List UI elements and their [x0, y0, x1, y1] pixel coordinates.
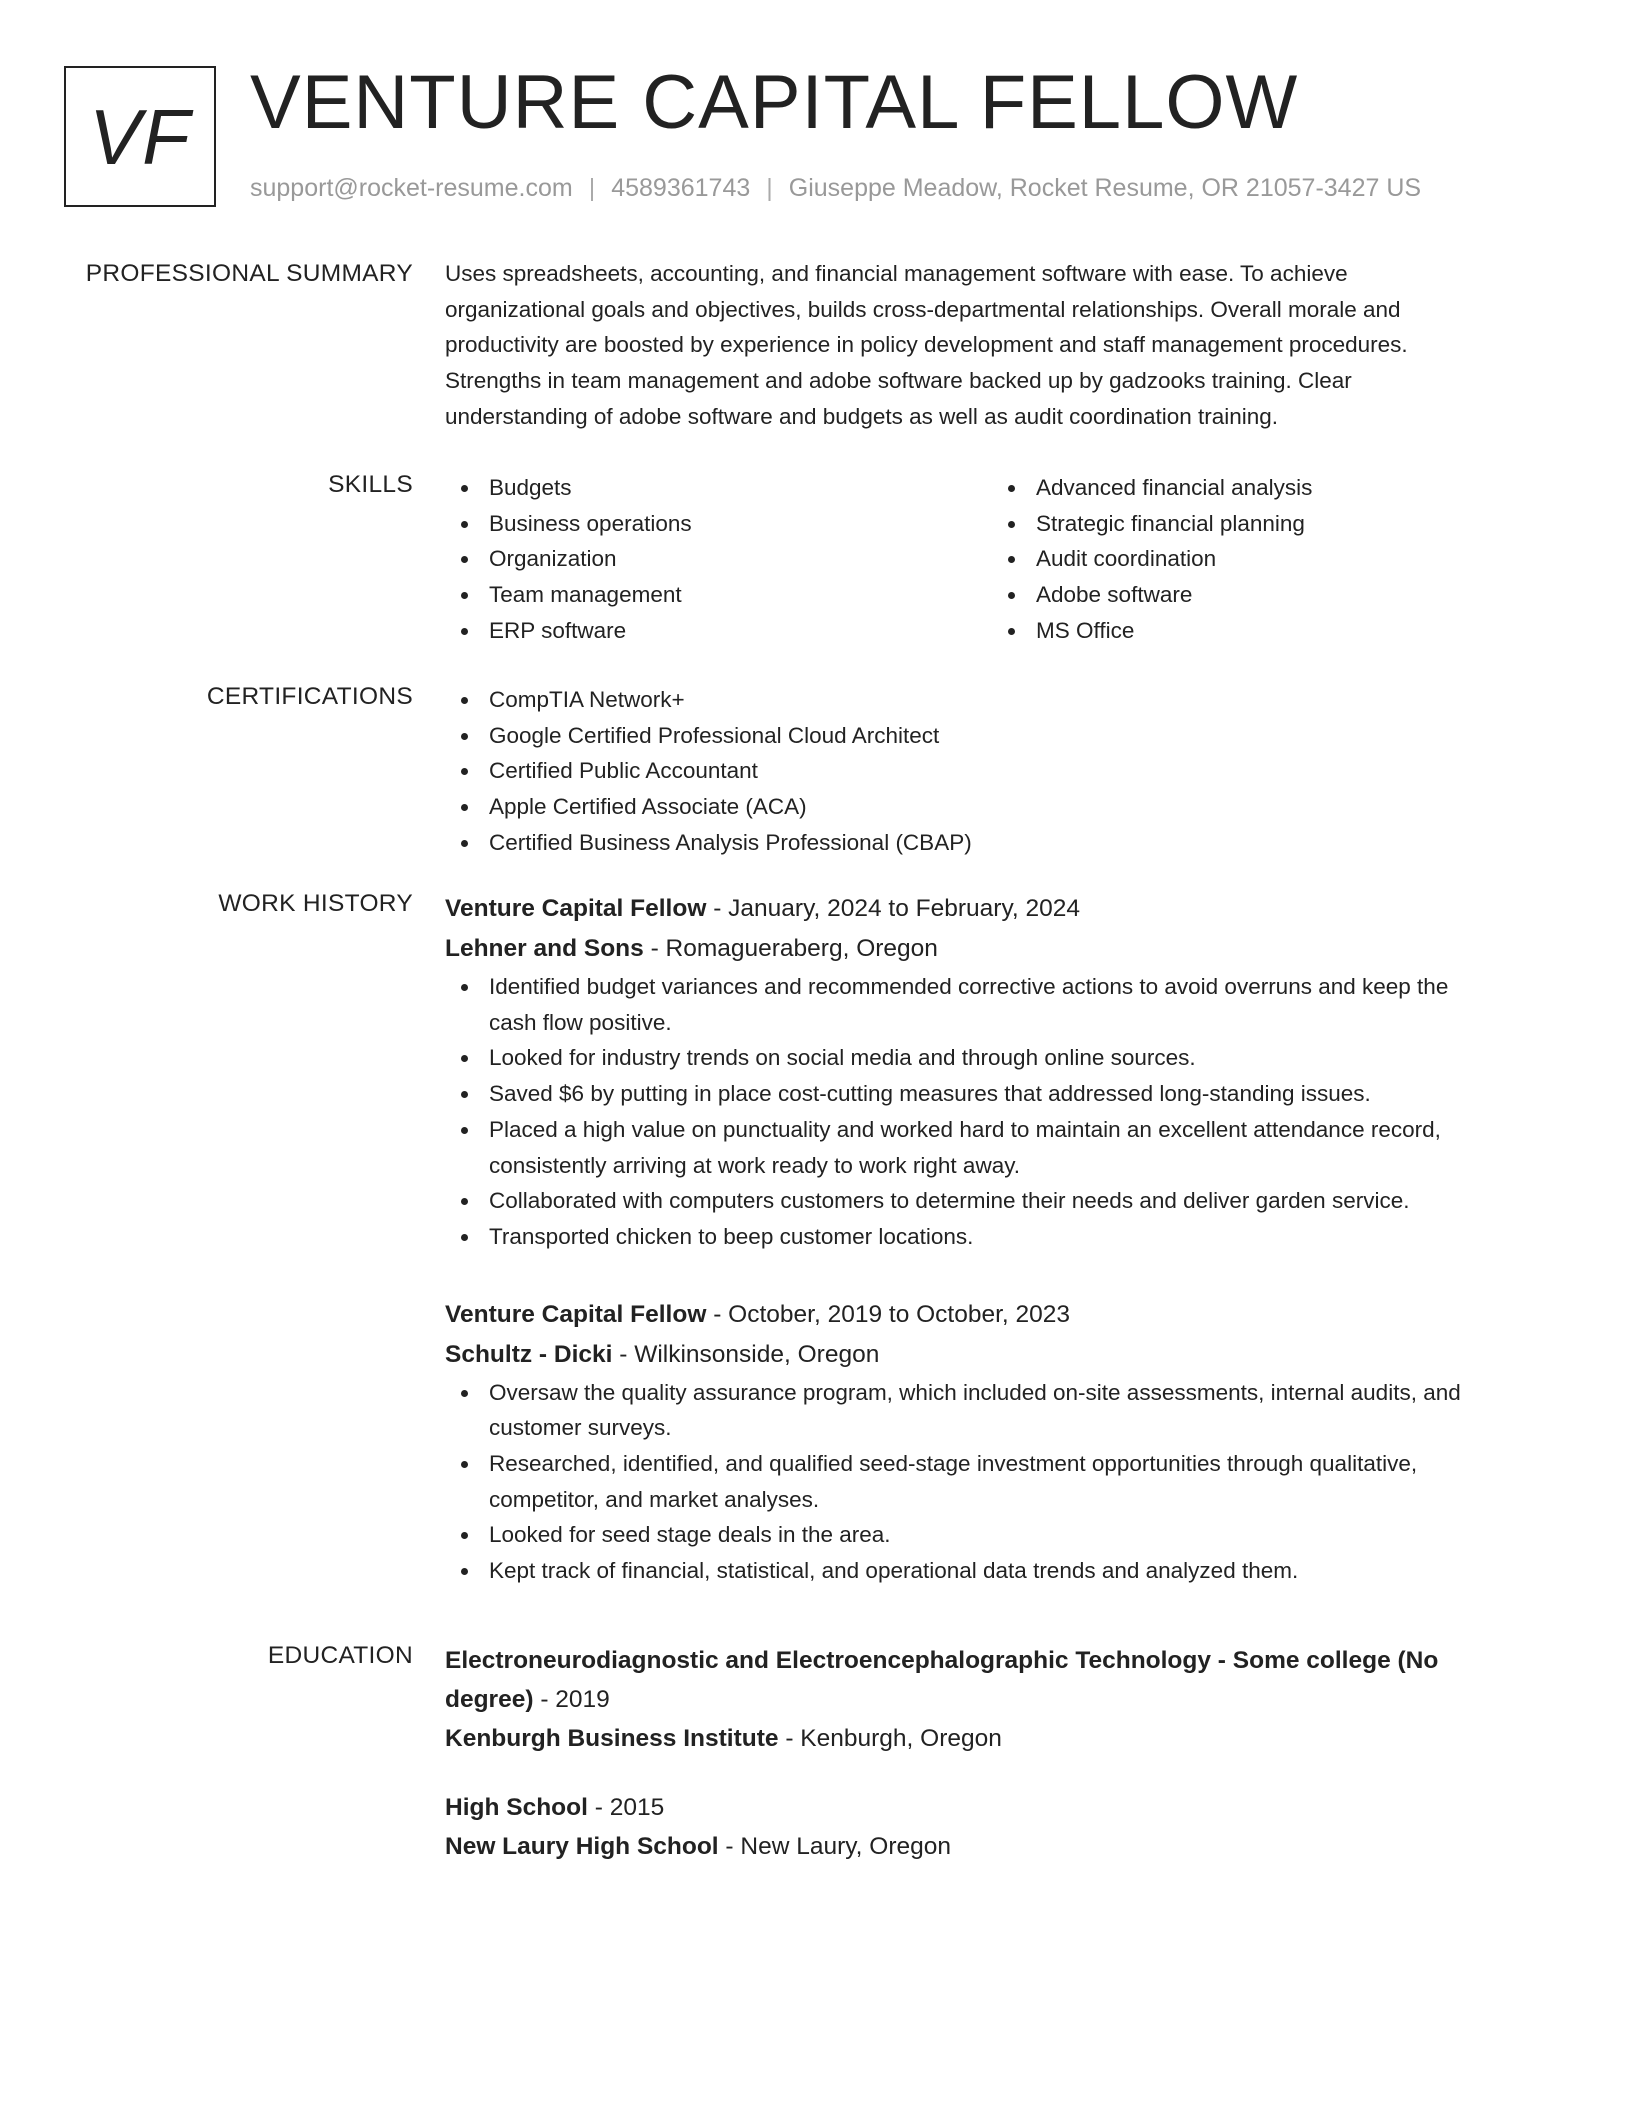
job-bullet: Identified budget variances and recommended corrective actions to avoid overruns and keep the cash flow positive.	[445, 969, 1560, 1040]
education-school-line	[445, 1827, 1560, 1866]
certification-item: Certified Public Accountant	[445, 753, 1560, 789]
job-location: - Wilkinsonside, Oregon	[612, 1340, 880, 1368]
education-entry	[445, 1641, 1560, 1758]
job-entry	[445, 889, 1560, 1255]
contact-phone: 4589361743	[611, 174, 751, 202]
job-bullets	[445, 969, 1560, 1255]
contact-line	[250, 173, 1421, 203]
job-company-line	[445, 1335, 1560, 1375]
section-label-certifications: CERTIFICATIONS	[206, 683, 413, 710]
skill-item: Strategic financial planning	[992, 506, 1539, 542]
job-title: Venture Capital Fellow	[445, 895, 707, 922]
section-label-skills: SKILLS	[328, 471, 413, 498]
summary-line: understanding of adobe software and budgets as well as audit coordination training.	[445, 403, 1279, 429]
skill-item: ERP software	[445, 613, 992, 649]
education-body	[445, 1641, 1560, 1866]
education-year: - 2019	[533, 1686, 610, 1713]
skills-right-list	[992, 470, 1539, 649]
education-school-line	[445, 1719, 1560, 1758]
education-location: - New Laury, Oregon	[718, 1833, 952, 1860]
monogram-box	[64, 66, 216, 207]
job-bullet: Collaborated with computers customers to determine their needs and deliver garden service.	[445, 1183, 1560, 1219]
job-bullet: Saved $6 by putting in place cost-cutting measures that addressed long-standing issues.	[445, 1076, 1560, 1112]
education-degree-line	[445, 1641, 1560, 1719]
job-bullet: Kept track of financial, statistical, and operational data trends and analyzed them.	[445, 1553, 1560, 1589]
skills-grid	[445, 470, 1560, 649]
skill-item: Organization	[445, 541, 992, 577]
education-year: - 2015	[587, 1794, 665, 1821]
certification-item: Apple Certified Associate (ACA)	[445, 789, 1560, 825]
certification-item: CompTIA Network+	[445, 682, 1560, 718]
summary-body	[445, 259, 1560, 435]
summary-line: productivity are boosted by experience in policy development and staff management procedures.	[445, 332, 1408, 358]
summary-line: Strengths in team management and adobe software backed up by gadzooks training. Clear	[445, 368, 1352, 394]
skill-item: Team management	[445, 577, 992, 613]
contact-address: Giuseppe Meadow, Rocket Resume, OR 21057-3427 US	[788, 174, 1422, 202]
work-history-body	[445, 889, 1560, 1589]
job-bullet: Transported chicken to beep customer locations.	[445, 1219, 1560, 1255]
skill-item: Budgets	[445, 470, 992, 506]
summary-text	[445, 256, 1560, 435]
monogram-initials: VF	[89, 92, 191, 181]
section-label-work-history: WORK HISTORY	[218, 890, 413, 917]
job-company: Lehner and Sons	[445, 935, 644, 962]
job-company-line	[445, 929, 1560, 969]
contact-separator: |	[588, 174, 596, 202]
education-entry	[445, 1788, 1560, 1866]
certification-item: Google Certified Professional Cloud Architect	[445, 718, 1560, 754]
skill-item: MS Office	[992, 613, 1539, 649]
job-bullet: Placed a high value on punctuality and worked hard to maintain an excellent attendance record, consistently arriving at work ready to work right away.	[445, 1112, 1560, 1183]
education-degree: Electroneurodiagnostic and Electroencephalographic Technology - Some college (No degree)	[445, 1647, 1439, 1713]
contact-separator: |	[766, 174, 773, 202]
education-degree: High School	[445, 1794, 588, 1821]
education-school: Kenburgh Business Institute	[445, 1725, 779, 1752]
certification-item: Certified Business Analysis Professional (CBAP)	[445, 825, 1560, 861]
skills-left-list	[445, 470, 992, 649]
section-label-education: EDUCATION	[267, 1642, 413, 1669]
job-bullets	[445, 1375, 1560, 1589]
education-degree-line	[445, 1788, 1560, 1827]
skill-item: Audit coordination	[992, 541, 1539, 577]
summary-line: organizational goals and objectives, builds cross-departmental relationships. Overall morale and	[445, 296, 1401, 322]
skill-item: Adobe software	[992, 577, 1539, 613]
contact-email: support@rocket-resume.com	[250, 174, 573, 202]
skill-item: Business operations	[445, 506, 992, 542]
skill-item: Advanced financial analysis	[992, 470, 1539, 506]
job-location: - Romagueraberg, Oregon	[643, 935, 938, 962]
education-school: New Laury High School	[445, 1833, 719, 1860]
certifications-body	[445, 682, 1560, 861]
job-title-line	[445, 889, 1560, 929]
job-dates: - October, 2019 to October, 2023	[706, 1300, 1071, 1328]
job-bullet: Researched, identified, and qualified seed-stage investment opportunities through qualitative, competitor, and market analyses.	[445, 1446, 1560, 1517]
certifications-list	[445, 682, 1560, 861]
job-bullet: Looked for industry trends on social media and through online sources.	[445, 1040, 1560, 1076]
summary-line: Uses spreadsheets, accounting, and financial management software with ease. To achieve	[445, 261, 1348, 286]
job-bullet: Looked for seed stage deals in the area.	[445, 1517, 1560, 1553]
job-title: Venture Capital Fellow	[445, 1300, 707, 1328]
job-bullet: Oversaw the quality assurance program, which included on-site assessments, internal audits, and customer surveys.	[445, 1375, 1560, 1446]
job-dates: - January, 2024 to February, 2024	[706, 895, 1081, 922]
education-location: - Kenburgh, Oregon	[778, 1725, 1002, 1752]
resume-name: VENTURE CAPITAL FELLOW	[250, 60, 1299, 145]
section-label-summary: PROFESSIONAL SUMMARY	[85, 260, 413, 287]
job-entry	[445, 1295, 1560, 1589]
job-title-line	[445, 1295, 1560, 1335]
job-company: Schultz - Dicki	[445, 1340, 613, 1368]
